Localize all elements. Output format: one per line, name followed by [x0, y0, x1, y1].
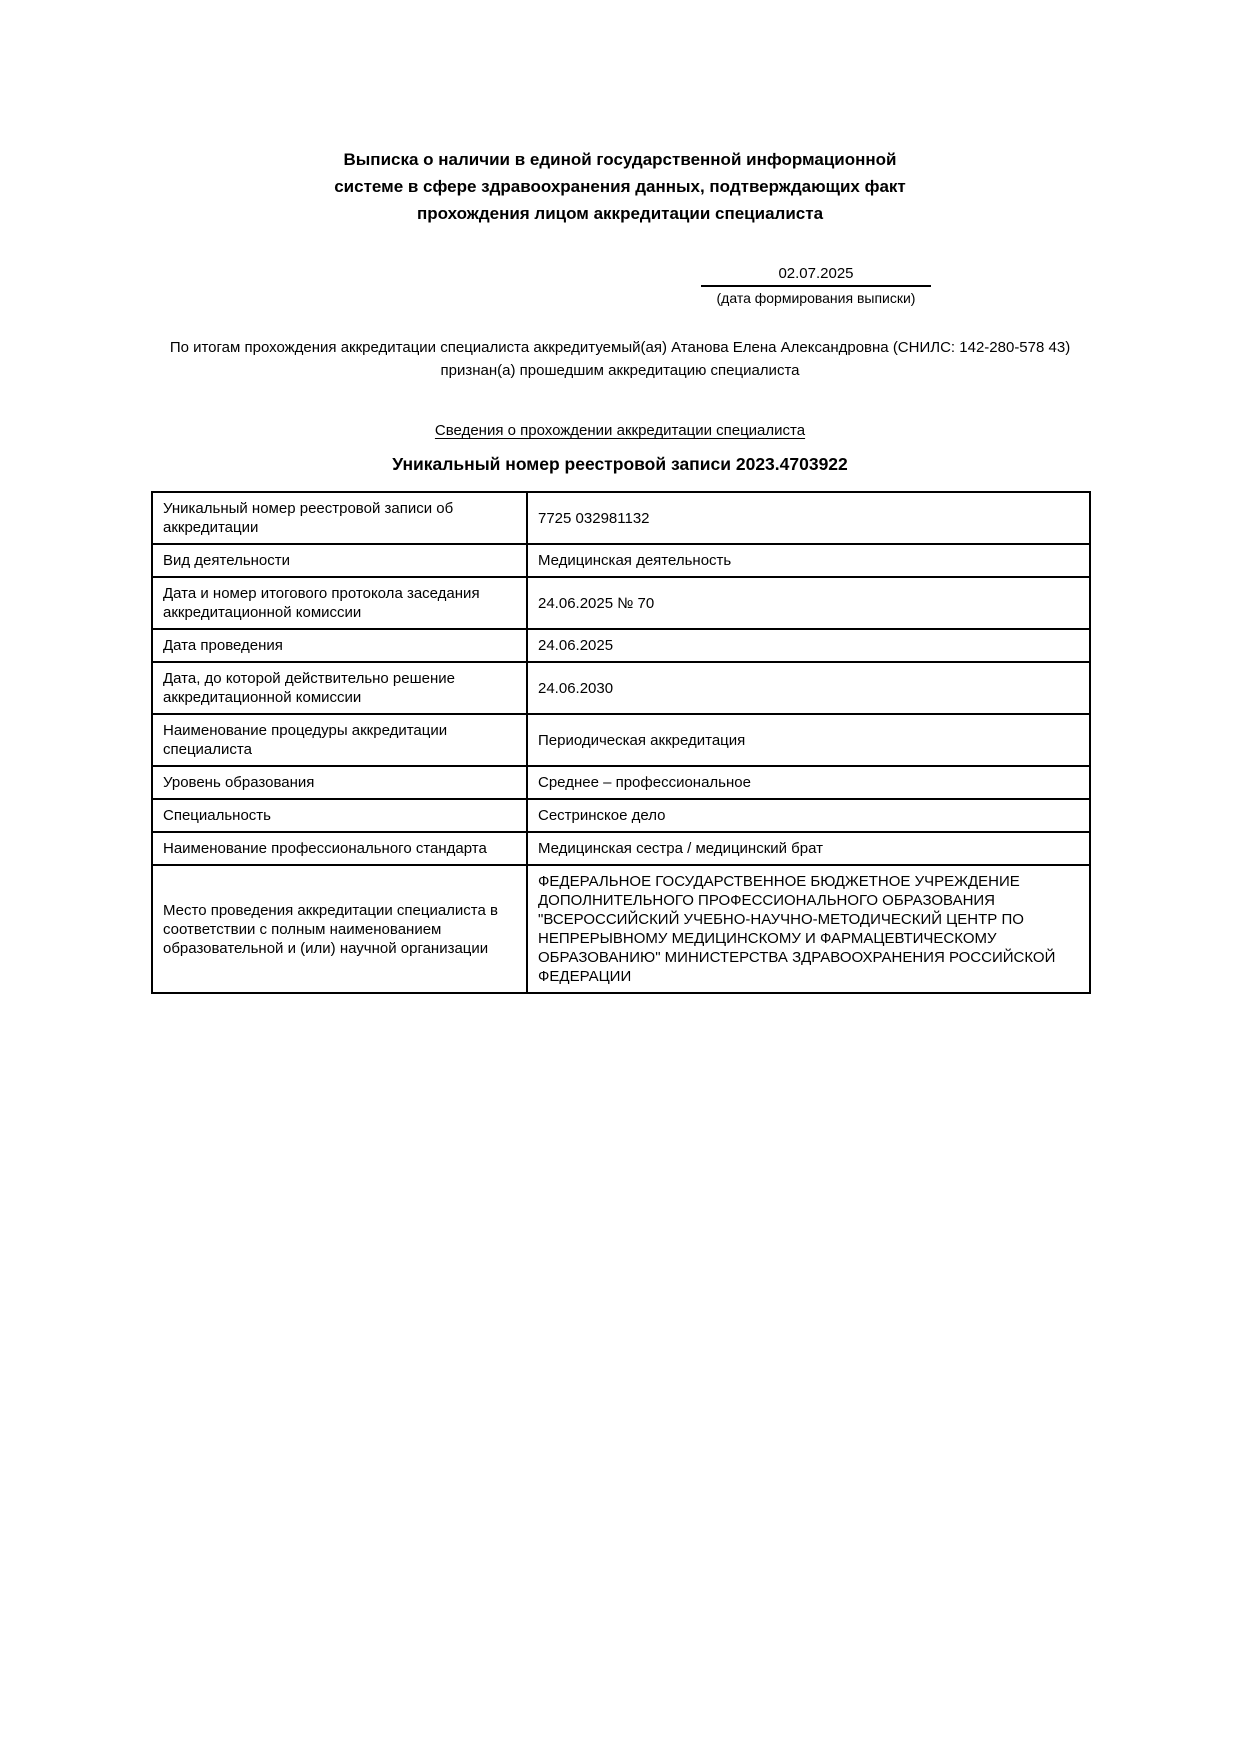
document-title-line-2: системе в сфере здравоохранения данных, подтверждающих факт	[334, 177, 906, 196]
extract-date-block	[701, 265, 931, 306]
row-value: 24.06.2030	[527, 662, 1090, 714]
row-value: Периодическая аккредитация	[527, 714, 1090, 766]
document-title-line-3: прохождения лицом аккредитации специалиста	[416, 204, 824, 223]
row-label: Наименование процедуры аккредитации специалиста	[152, 714, 527, 766]
table-row-accreditation-place	[152, 865, 1090, 993]
table-row-conduct-date	[152, 629, 1090, 662]
row-value: Медицинская сестра / медицинский брат	[527, 832, 1090, 865]
document-title	[151, 146, 1089, 227]
row-label: Уникальный номер реестровой записи об аккредитации	[152, 492, 527, 544]
row-value: 24.06.2025	[527, 629, 1090, 662]
table-row-activity-type	[152, 544, 1090, 577]
table-row-professional-standard	[152, 832, 1090, 865]
accreditation-details-table-body	[152, 492, 1090, 993]
row-value: ФЕДЕРАЛЬНОЕ ГОСУДАРСТВЕННОЕ БЮДЖЕТНОЕ УЧРЕЖДЕНИЕ ДОПОЛНИТЕЛЬНОГО ПРОФЕССИОНАЛЬНОГО ОБРАЗОВАНИЯ "ВСЕРОССИЙСКИЙ УЧЕБНО-НАУЧНО-МЕТОДИЧЕСКИЙ ЦЕНТР ПО НЕПРЕРЫВНОМУ МЕДИЦИНСКОМУ И ФАРМАЦЕВТИЧЕСКОМУ ОБРАЗОВАНИЮ" МИНИСТЕРСТВА ЗДРАВООХРАНЕНИЯ РОССИЙСКОЙ ФЕДЕРАЦИИ	[527, 865, 1090, 993]
row-label: Дата, до которой действительно решение аккредитационной комиссии	[152, 662, 527, 714]
row-label: Вид деятельности	[152, 544, 527, 577]
row-value: 24.06.2025 № 70	[527, 577, 1090, 629]
accreditation-details-table	[151, 491, 1091, 994]
row-label: Дата и номер итогового протокола заседания аккредитационной комиссии	[152, 577, 527, 629]
row-value: Медицинская деятельность	[527, 544, 1090, 577]
table-row-specialty	[152, 799, 1090, 832]
row-value: 7725 032981132	[527, 492, 1090, 544]
section-heading: Сведения о прохождении аккредитации специалиста	[434, 422, 806, 439]
row-label: Уровень образования	[152, 766, 527, 799]
row-value: Среднее – профессиональное	[527, 766, 1090, 799]
row-label: Место проведения аккредитации специалиста в соответствии с полным наименованием образовательной и (или) научной организации	[152, 865, 527, 993]
document-content	[151, 0, 1089, 994]
table-row-protocol	[152, 577, 1090, 629]
row-label: Специальность	[152, 799, 527, 832]
table-row-education-level	[152, 766, 1090, 799]
row-label: Дата проведения	[152, 629, 527, 662]
registry-number-heading: Уникальный номер реестровой записи 2023.4703922	[392, 454, 848, 474]
table-row-procedure-name	[152, 714, 1090, 766]
table-row-registry-number	[152, 492, 1090, 544]
row-label: Наименование профессионального стандарта	[152, 832, 527, 865]
accreditation-result-paragraph: По итогам прохождения аккредитации специалиста аккредитуемый(ая) Атанова Елена Александровна (СНИЛС: 142-280-578 43) признан(а) прошедшим аккредитацию специалиста	[169, 339, 1071, 379]
row-value: Сестринское дело	[527, 799, 1090, 832]
extract-date-caption: (дата формирования выписки)	[716, 290, 916, 306]
extract-date: 02.07.2025	[701, 265, 931, 287]
document-title-line-1: Выписка о наличии в единой государственной информационной	[343, 150, 897, 169]
table-row-valid-until	[152, 662, 1090, 714]
